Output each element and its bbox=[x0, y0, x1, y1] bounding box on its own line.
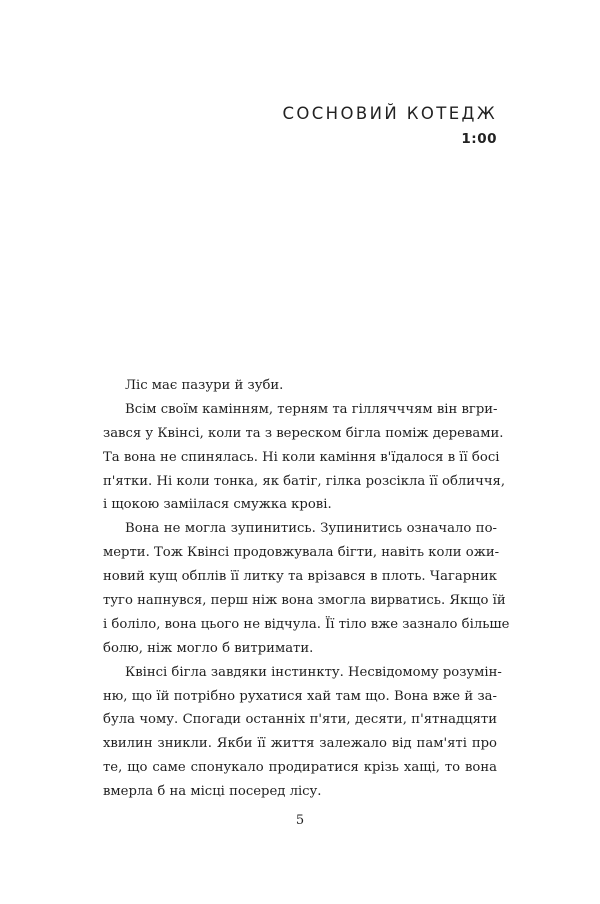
text-line: п'ятки. Ні коли тонка, як батіг, гілка розсікла її обличчя, bbox=[103, 473, 506, 489]
text-line: болю, ніж могло б витримати. bbox=[103, 640, 314, 656]
text-line: Та вона не спинялась. Ні коли каміння в'їдалося в її босі bbox=[103, 449, 500, 465]
text-line: вмерла б на місці посеред лісу. bbox=[103, 784, 322, 800]
body-text bbox=[103, 374, 510, 804]
chapter-title: СОСНОВИЙ КОТЕДЖ bbox=[282, 104, 497, 123]
text-line: зався у Квінсі, коли та з вереском бігла поміж деревами. bbox=[103, 425, 504, 441]
text-line: новий кущ обплів її литку та врізався в плоть. Чагарник bbox=[103, 569, 497, 585]
text-line: була чому. Спогади останніх п'яти, десяти, п'ятнадцяти bbox=[103, 712, 497, 728]
text-line: те, що саме спонукало продиратися крізь хащі, то вона bbox=[103, 760, 497, 776]
text-line: Вона не могла зупинитись. Зупинитись означало по- bbox=[125, 521, 497, 537]
text-line: Ліс має пазури й зуби. bbox=[125, 378, 284, 393]
text-line: і щокою заміілася смужка крові. bbox=[103, 497, 332, 513]
text-line: Квінсі бігла завдяки інстинкту. Несвідомому розумін- bbox=[125, 664, 502, 680]
text-line: мерти. Тож Квінсі продовжувала бігти, навіть коли ожи- bbox=[103, 545, 500, 561]
chapter-time: 1:00 bbox=[461, 131, 497, 147]
text-line: і боліло, вона цього не відчула. Її тіло вже зазнало більше bbox=[103, 616, 510, 632]
page-number: 5 bbox=[295, 813, 305, 828]
text-line: хвилин зникли. Якби її життя залежало від пам'яті про bbox=[103, 736, 497, 752]
text-line: Всім своїм камінням, терням та гіллячччям він вгри- bbox=[125, 401, 498, 417]
text-line: ню, що їй потрібно рухатися хай там що. Вона вже й за- bbox=[103, 688, 497, 704]
text-line: туго напнувся, перш ніж вона змогла вирватись. Якщо їй bbox=[103, 593, 506, 609]
